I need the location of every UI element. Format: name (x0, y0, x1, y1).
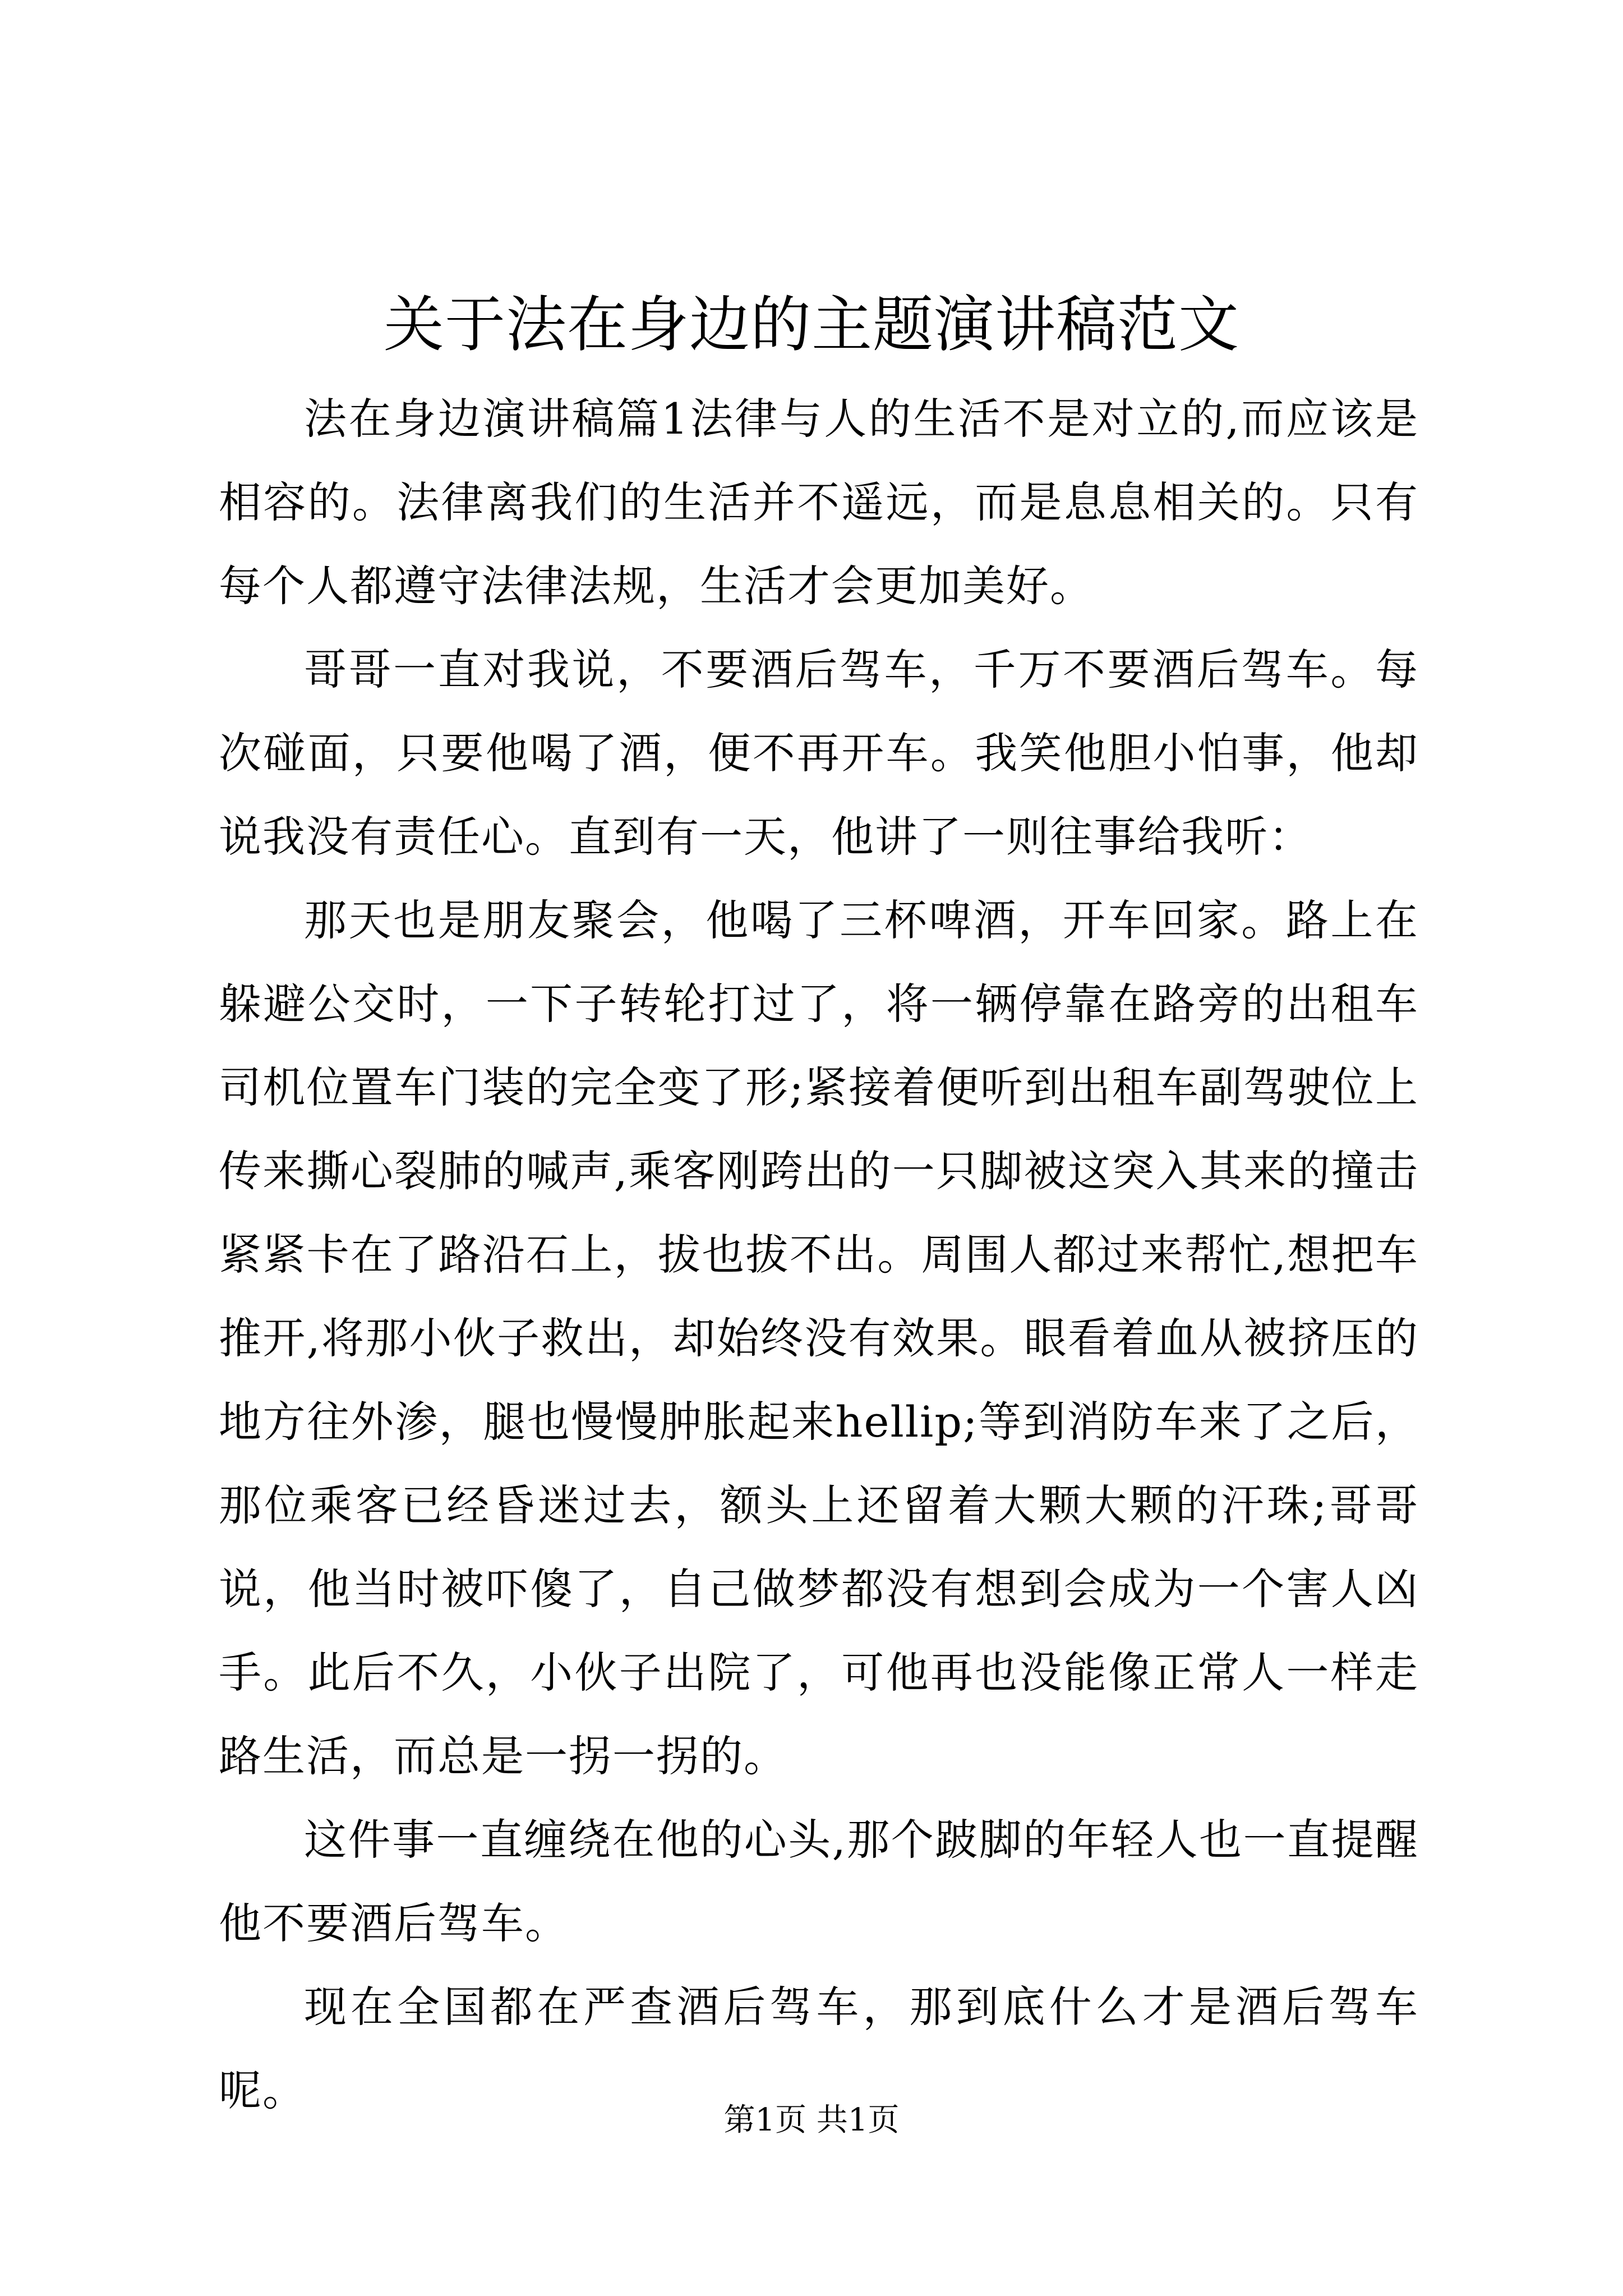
paragraph-5: 现在全国都在严查酒后驾车，那到底什么才是酒后驾车呢。 (219, 1982, 1419, 2115)
page-number-footer: 第1页 共1页 (723, 2102, 900, 2138)
paragraph-4: 这件事一直缠绕在他的心头,那个跛脚的年轻人也一直提醒他不要酒后驾车。 (219, 1815, 1419, 1948)
document-title: 关于法在身边的主题演讲稿范文 (383, 290, 1239, 360)
document-body (219, 377, 1419, 2132)
paragraph-2: 哥哥一直对我说，不要酒后驾车，千万不要酒后驾车。每次碰面，只要他喝了酒，便不再开车。我笑他胆小怕事，他却说我没有责任心。直到有一天，他讲了一则往事给我听： (219, 645, 1419, 862)
paragraph-1: 法在身边演讲稿篇1法律与人的生活不是对立的,而应该是相容的。法律离我们的生活并不遥远，而是息息相关的。只有每个人都遵守法律法规，生活才会更加美好。 (219, 394, 1419, 611)
paragraph-3: 那天也是朋友聚会，他喝了三杯啤酒，开车回家。路上在躲避公交时，一下子转轮打过了，将一辆停靠在路旁的出租车司机位置车门装的完全变了形;紧接着便听到出租车副驾驶位上传来撕心裂肺的喊声,乘客刚跨出的一只脚被这突入其来的撞击紧紧卡在了路沿石上，拔也拔不出。周围人都过来帮忙,想把车推开,将那小伙子救出，却始终没有效果。眼看着血从被挤压的地方往外渗，腿也慢慢肿胀起来hellip;等到消防车来了之后，那位乘客已经昏迷过去，额头上还留着大颗大颗的汗珠;哥哥说，他当时被吓傻了，自己做梦都没有想到会成为一个害人凶手。此后不久，小伙子出院了，可他再也没能像正常人一样走路生活，而总是一拐一拐的。 (219, 895, 1419, 1781)
